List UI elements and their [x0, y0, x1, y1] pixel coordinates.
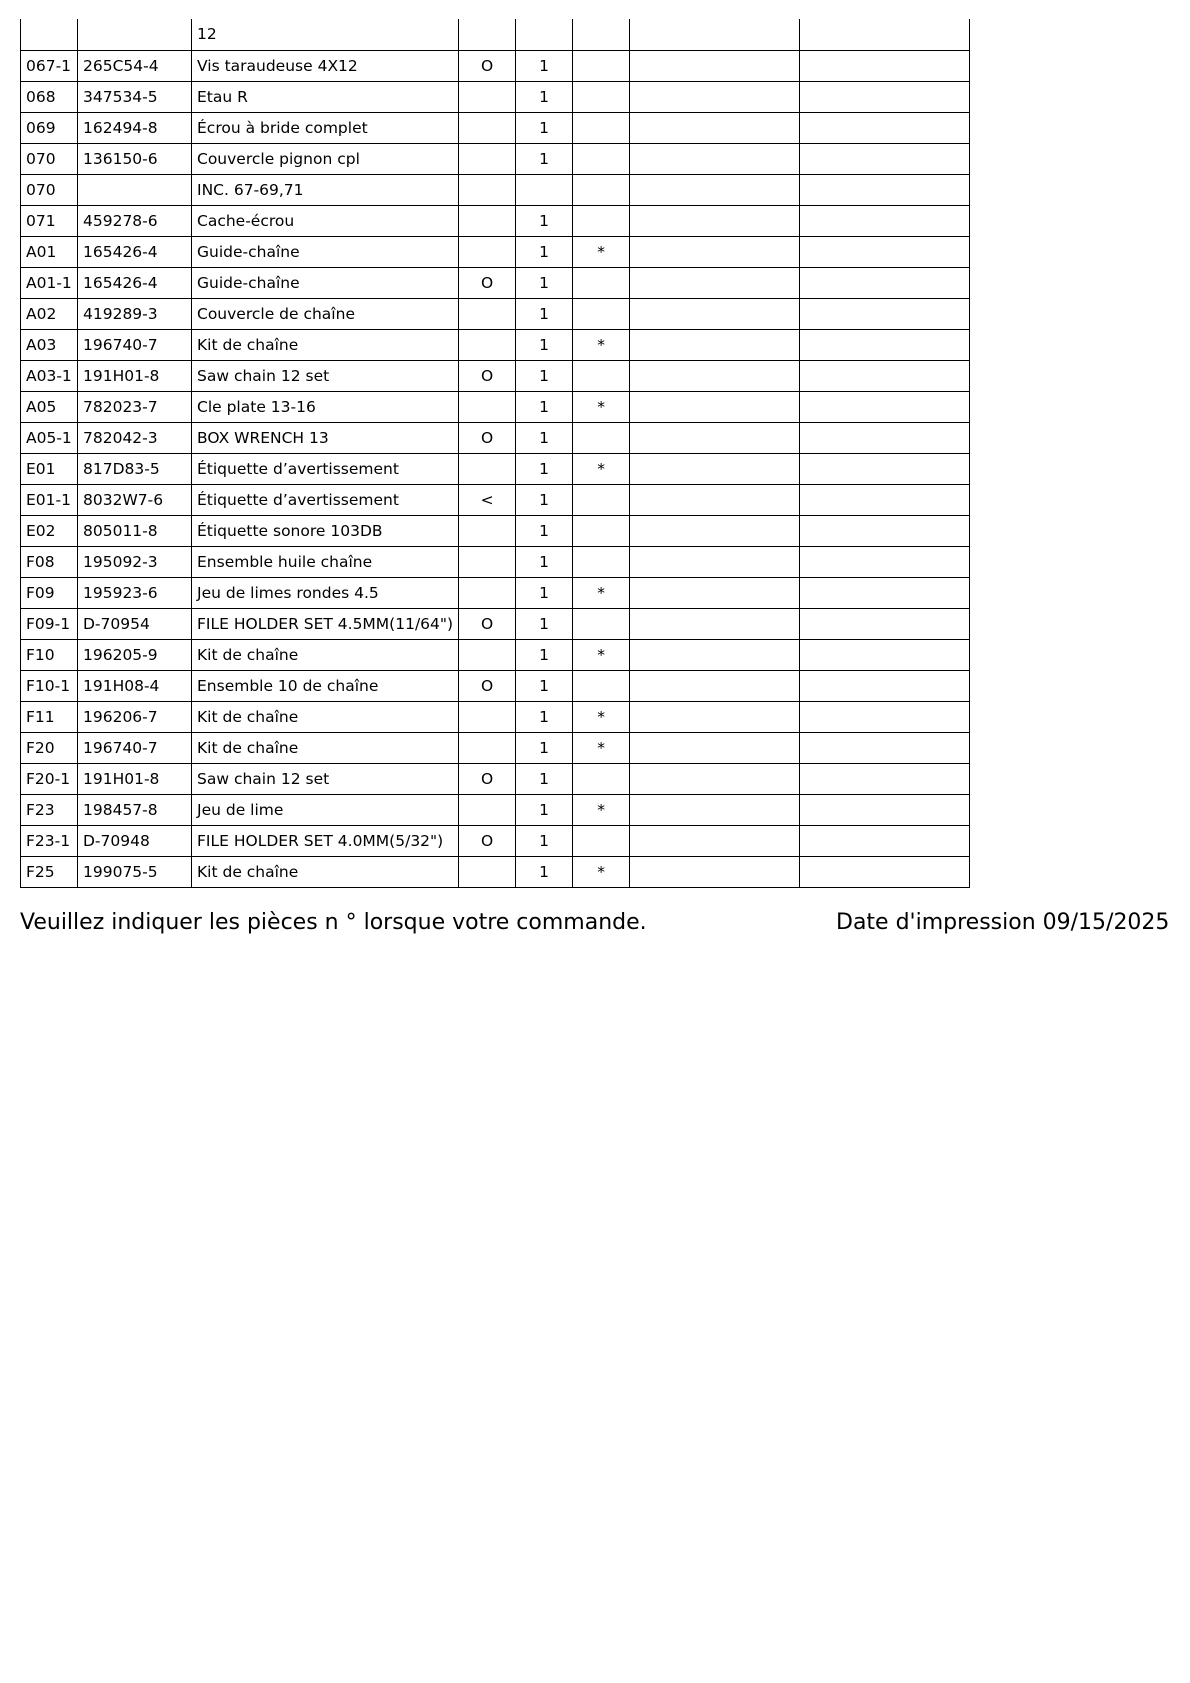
empty-cell: [800, 19, 970, 50]
item-number-cell: F10: [21, 639, 78, 670]
table-row: [21, 81, 970, 112]
empty-cell: [630, 112, 800, 143]
quantity-cell: 1: [516, 329, 573, 360]
part-number-cell: 191H01-8: [78, 763, 192, 794]
item-number-cell: A03: [21, 329, 78, 360]
part-number-cell: 419289-3: [78, 298, 192, 329]
table-row: [21, 298, 970, 329]
empty-cell: [630, 701, 800, 732]
table-row: [21, 143, 970, 174]
table-row: [21, 112, 970, 143]
empty-cell: [800, 670, 970, 701]
part-number-cell: 805011-8: [78, 515, 192, 546]
item-number-cell: [21, 19, 78, 50]
empty-cell: [800, 577, 970, 608]
mark-cell: [573, 298, 630, 329]
note-cell: O: [459, 670, 516, 701]
quantity-cell: 1: [516, 732, 573, 763]
table-row: [21, 546, 970, 577]
mark-cell: [573, 763, 630, 794]
item-number-cell: E01-1: [21, 484, 78, 515]
note-cell: [459, 732, 516, 763]
item-number-cell: 067-1: [21, 50, 78, 81]
empty-cell: [630, 515, 800, 546]
quantity-cell: 1: [516, 422, 573, 453]
mark-cell: *: [573, 577, 630, 608]
empty-cell: [630, 484, 800, 515]
empty-cell: [630, 81, 800, 112]
description-cell: Ensemble 10 de chaîne: [192, 670, 459, 701]
empty-cell: [630, 670, 800, 701]
item-number-cell: A05-1: [21, 422, 78, 453]
note-cell: [459, 794, 516, 825]
quantity-cell: 1: [516, 515, 573, 546]
item-number-cell: 071: [21, 205, 78, 236]
description-cell: FILE HOLDER SET 4.0MM(5/32"): [192, 825, 459, 856]
description-cell: Cle plate 13-16: [192, 391, 459, 422]
empty-cell: [630, 205, 800, 236]
empty-cell: [800, 81, 970, 112]
note-cell: [459, 81, 516, 112]
empty-cell: [630, 763, 800, 794]
mark-cell: [573, 205, 630, 236]
description-cell: Kit de chaîne: [192, 701, 459, 732]
empty-cell: [630, 298, 800, 329]
part-number-cell: 8032W7-6: [78, 484, 192, 515]
empty-cell: [800, 794, 970, 825]
empty-cell: [800, 298, 970, 329]
empty-cell: [800, 608, 970, 639]
quantity-cell: 1: [516, 236, 573, 267]
item-number-cell: A01-1: [21, 267, 78, 298]
item-number-cell: F25: [21, 856, 78, 887]
table-row: [21, 608, 970, 639]
mark-cell: [573, 422, 630, 453]
part-number-cell: 191H08-4: [78, 670, 192, 701]
part-number-cell: 817D83-5: [78, 453, 192, 484]
mark-cell: [573, 19, 630, 50]
quantity-cell: 1: [516, 143, 573, 174]
quantity-cell: 1: [516, 794, 573, 825]
description-cell: INC. 67-69,71: [192, 174, 459, 205]
empty-cell: [630, 391, 800, 422]
item-number-cell: F09-1: [21, 608, 78, 639]
part-number-cell: D-70954: [78, 608, 192, 639]
empty-cell: [630, 639, 800, 670]
quantity-cell: 1: [516, 639, 573, 670]
note-cell: [459, 329, 516, 360]
empty-cell: [630, 825, 800, 856]
empty-cell: [630, 794, 800, 825]
description-cell: Cache-écrou: [192, 205, 459, 236]
part-number-cell: 265C54-4: [78, 50, 192, 81]
mark-cell: *: [573, 236, 630, 267]
item-number-cell: E02: [21, 515, 78, 546]
item-number-cell: A05: [21, 391, 78, 422]
note-cell: O: [459, 825, 516, 856]
quantity-cell: 1: [516, 81, 573, 112]
item-number-cell: F23-1: [21, 825, 78, 856]
note-cell: [459, 391, 516, 422]
description-cell: Etau R: [192, 81, 459, 112]
note-cell: O: [459, 50, 516, 81]
table-row: [21, 515, 970, 546]
part-number-cell: 347534-5: [78, 81, 192, 112]
table-row: [21, 205, 970, 236]
empty-cell: [800, 422, 970, 453]
quantity-cell: 1: [516, 205, 573, 236]
part-number-cell: 196206-7: [78, 701, 192, 732]
table-row: [21, 732, 970, 763]
item-number-cell: A01: [21, 236, 78, 267]
empty-cell: [630, 329, 800, 360]
description-cell: BOX WRENCH 13: [192, 422, 459, 453]
note-cell: O: [459, 360, 516, 391]
description-cell: Jeu de lime: [192, 794, 459, 825]
mark-cell: [573, 546, 630, 577]
part-number-cell: [78, 19, 192, 50]
note-cell: [459, 701, 516, 732]
mark-cell: *: [573, 329, 630, 360]
description-cell: Ensemble huile chaîne: [192, 546, 459, 577]
mark-cell: *: [573, 453, 630, 484]
table-row: [21, 360, 970, 391]
note-cell: [459, 515, 516, 546]
table-row: [21, 701, 970, 732]
empty-cell: [800, 112, 970, 143]
empty-cell: [800, 267, 970, 298]
empty-cell: [630, 546, 800, 577]
quantity-cell: 1: [516, 267, 573, 298]
part-number-cell: 782023-7: [78, 391, 192, 422]
empty-cell: [630, 732, 800, 763]
mark-cell: [573, 515, 630, 546]
quantity-cell: 1: [516, 298, 573, 329]
table-row: [21, 422, 970, 453]
empty-cell: [800, 546, 970, 577]
empty-cell: [630, 577, 800, 608]
item-number-cell: 070: [21, 143, 78, 174]
item-number-cell: 069: [21, 112, 78, 143]
empty-cell: [630, 143, 800, 174]
quantity-cell: [516, 19, 573, 50]
description-cell: Kit de chaîne: [192, 732, 459, 763]
note-cell: [459, 453, 516, 484]
description-cell: Écrou à bride complet: [192, 112, 459, 143]
table-row: [21, 670, 970, 701]
mark-cell: [573, 825, 630, 856]
note-cell: [459, 298, 516, 329]
item-number-cell: F11: [21, 701, 78, 732]
part-number-cell: 165426-4: [78, 267, 192, 298]
empty-cell: [800, 205, 970, 236]
quantity-cell: 1: [516, 112, 573, 143]
mark-cell: [573, 267, 630, 298]
parts-table: [20, 19, 970, 888]
mark-cell: *: [573, 732, 630, 763]
empty-cell: [800, 701, 970, 732]
table-row: [21, 267, 970, 298]
part-number-cell: 191H01-8: [78, 360, 192, 391]
mark-cell: [573, 608, 630, 639]
note-cell: O: [459, 763, 516, 794]
item-number-cell: F09: [21, 577, 78, 608]
empty-cell: [800, 856, 970, 887]
mark-cell: [573, 81, 630, 112]
part-number-cell: [78, 174, 192, 205]
empty-cell: [630, 267, 800, 298]
empty-cell: [800, 763, 970, 794]
note-cell: O: [459, 422, 516, 453]
empty-cell: [800, 360, 970, 391]
note-cell: [459, 856, 516, 887]
empty-cell: [800, 174, 970, 205]
part-number-cell: 165426-4: [78, 236, 192, 267]
mark-cell: [573, 174, 630, 205]
description-cell: Saw chain 12 set: [192, 763, 459, 794]
table-row: [21, 484, 970, 515]
empty-cell: [630, 174, 800, 205]
quantity-cell: 1: [516, 360, 573, 391]
part-number-cell: 198457-8: [78, 794, 192, 825]
description-cell: Saw chain 12 set: [192, 360, 459, 391]
mark-cell: [573, 360, 630, 391]
item-number-cell: F20-1: [21, 763, 78, 794]
print-date: Date d'impression 09/15/2025: [836, 910, 1170, 935]
parts-table-body: [21, 19, 970, 887]
empty-cell: [800, 143, 970, 174]
note-cell: [459, 174, 516, 205]
item-number-cell: E01: [21, 453, 78, 484]
note-cell: [459, 143, 516, 174]
description-cell: Jeu de limes rondes 4.5: [192, 577, 459, 608]
quantity-cell: 1: [516, 608, 573, 639]
item-number-cell: F08: [21, 546, 78, 577]
quantity-cell: 1: [516, 825, 573, 856]
description-cell: Vis taraudeuse 4X12: [192, 50, 459, 81]
description-cell: Kit de chaîne: [192, 856, 459, 887]
empty-cell: [800, 50, 970, 81]
quantity-cell: 1: [516, 763, 573, 794]
part-number-cell: 195923-6: [78, 577, 192, 608]
quantity-cell: [516, 174, 573, 205]
description-cell: Kit de chaîne: [192, 329, 459, 360]
empty-cell: [800, 732, 970, 763]
description-cell: Kit de chaîne: [192, 639, 459, 670]
description-cell: Couvercle pignon cpl: [192, 143, 459, 174]
table-row: [21, 329, 970, 360]
table-row: [21, 236, 970, 267]
mark-cell: *: [573, 391, 630, 422]
quantity-cell: 1: [516, 670, 573, 701]
table-row: [21, 794, 970, 825]
part-number-cell: 782042-3: [78, 422, 192, 453]
empty-cell: [630, 453, 800, 484]
part-number-cell: 136150-6: [78, 143, 192, 174]
empty-cell: [630, 236, 800, 267]
empty-cell: [800, 639, 970, 670]
item-number-cell: A03-1: [21, 360, 78, 391]
quantity-cell: 1: [516, 701, 573, 732]
table-row: [21, 825, 970, 856]
description-cell: 12: [192, 19, 459, 50]
mark-cell: [573, 484, 630, 515]
empty-cell: [630, 50, 800, 81]
quantity-cell: 1: [516, 546, 573, 577]
item-number-cell: F23: [21, 794, 78, 825]
mark-cell: [573, 50, 630, 81]
table-row: [21, 639, 970, 670]
quantity-cell: 1: [516, 453, 573, 484]
mark-cell: [573, 670, 630, 701]
empty-cell: [800, 484, 970, 515]
part-number-cell: 459278-6: [78, 205, 192, 236]
part-number-cell: 199075-5: [78, 856, 192, 887]
description-cell: Étiquette sonore 103DB: [192, 515, 459, 546]
item-number-cell: F10-1: [21, 670, 78, 701]
table-row: [21, 453, 970, 484]
part-number-cell: 196740-7: [78, 732, 192, 763]
note-cell: <: [459, 484, 516, 515]
empty-cell: [630, 422, 800, 453]
part-number-cell: 195092-3: [78, 546, 192, 577]
table-row: [21, 577, 970, 608]
note-cell: [459, 236, 516, 267]
empty-cell: [630, 360, 800, 391]
empty-cell: [630, 856, 800, 887]
table-row: [21, 50, 970, 81]
quantity-cell: 1: [516, 50, 573, 81]
mark-cell: [573, 143, 630, 174]
mark-cell: [573, 112, 630, 143]
mark-cell: *: [573, 856, 630, 887]
note-cell: [459, 19, 516, 50]
table-row: [21, 19, 970, 50]
part-number-cell: 162494-8: [78, 112, 192, 143]
empty-cell: [630, 608, 800, 639]
empty-cell: [800, 236, 970, 267]
empty-cell: [800, 329, 970, 360]
item-number-cell: F20: [21, 732, 78, 763]
quantity-cell: 1: [516, 391, 573, 422]
table-row: [21, 856, 970, 887]
description-cell: Étiquette d’avertissement: [192, 484, 459, 515]
item-number-cell: 068: [21, 81, 78, 112]
mark-cell: *: [573, 639, 630, 670]
note-cell: [459, 546, 516, 577]
description-cell: FILE HOLDER SET 4.5MM(11/64"): [192, 608, 459, 639]
empty-cell: [800, 515, 970, 546]
note-cell: [459, 577, 516, 608]
item-number-cell: A02: [21, 298, 78, 329]
note-cell: [459, 112, 516, 143]
note-cell: O: [459, 267, 516, 298]
description-cell: Couvercle de chaîne: [192, 298, 459, 329]
table-row: [21, 763, 970, 794]
empty-cell: [800, 391, 970, 422]
mark-cell: *: [573, 794, 630, 825]
description-cell: Étiquette d’avertissement: [192, 453, 459, 484]
note-cell: O: [459, 608, 516, 639]
part-number-cell: D-70948: [78, 825, 192, 856]
quantity-cell: 1: [516, 577, 573, 608]
order-instruction-note: Veuillez indiquer les pièces n ° lorsque votre commande.: [20, 910, 647, 935]
description-cell: Guide-chaîne: [192, 236, 459, 267]
note-cell: [459, 639, 516, 670]
mark-cell: *: [573, 701, 630, 732]
item-number-cell: 070: [21, 174, 78, 205]
quantity-cell: 1: [516, 484, 573, 515]
description-cell: Guide-chaîne: [192, 267, 459, 298]
table-row: [21, 391, 970, 422]
table-row: [21, 174, 970, 205]
note-cell: [459, 205, 516, 236]
empty-cell: [800, 453, 970, 484]
part-number-cell: 196740-7: [78, 329, 192, 360]
quantity-cell: 1: [516, 856, 573, 887]
empty-cell: [630, 19, 800, 50]
part-number-cell: 196205-9: [78, 639, 192, 670]
empty-cell: [800, 825, 970, 856]
